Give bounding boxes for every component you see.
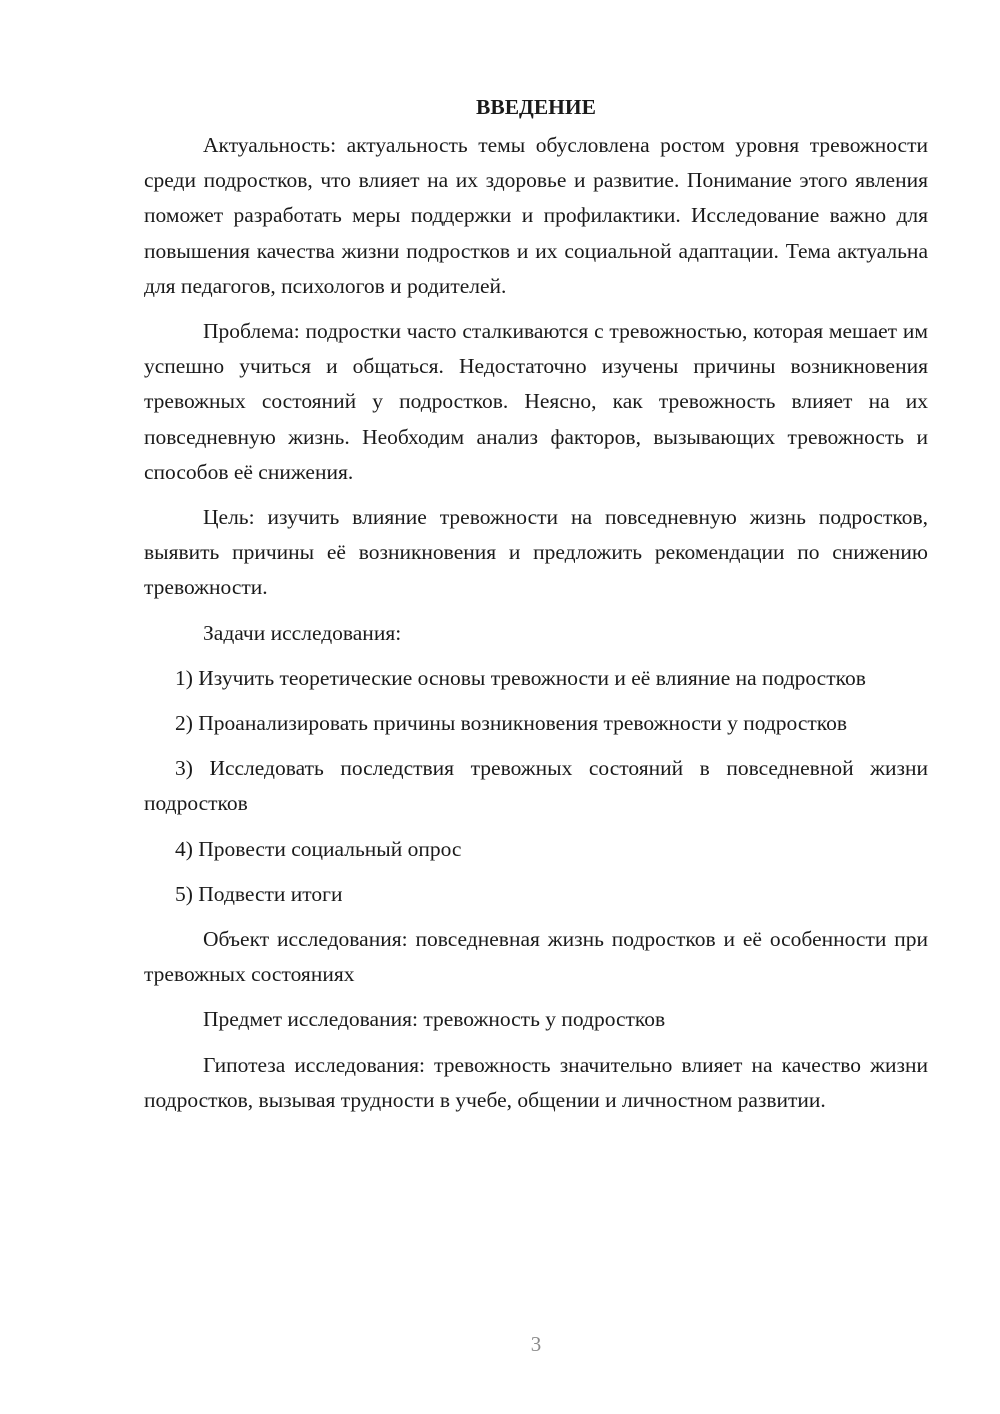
- task-item: 2) Проанализировать причины возникновения тревожности у подростков: [175, 711, 848, 736]
- subject-paragraph: Предмет исследования: тревожность у подростков: [203, 1007, 666, 1032]
- task-item: 4) Провести социальный опрос: [175, 836, 462, 861]
- page-number: 3: [530, 1332, 542, 1356]
- goal-paragraph: Цель: изучить влияние тревожности на повседневную жизнь подростков, выявить причины её возникновения и предложить рекомендации по снижению тревожности.: [144, 505, 928, 600]
- problem-paragraph: Проблема: подростки часто сталкиваются с тревожностью, которая мешает им успешно учиться и общаться. Недостаточно изучены причины возникновения тревожных состояний у подростков. Неясно, как тревожность влияет на их повседневную жизнь. Необходим анализ факторов, вызывающих тревожность и способов её снижения.: [144, 319, 928, 484]
- object-paragraph: Объект исследования: повседневная жизнь подростков и её особенности при тревожных состояниях: [144, 927, 928, 987]
- tasks-heading: Задачи исследования:: [203, 620, 402, 645]
- task-item: 1) Изучить теоретические основы тревожности и её влияние на подростков: [175, 665, 866, 690]
- hypothesis-paragraph: Гипотеза исследования: тревожность значительно влияет на качество жизни подростков, вызывая трудности в учебе, общении и личностном развитии.: [144, 1052, 928, 1112]
- section-title: ВВЕДЕНИЕ: [476, 95, 596, 119]
- relevance-paragraph: Актуальность: актуальность темы обусловлена ростом уровня тревожности среди подростков, что влияет на их здоровье и развитие. Понимание этого явления поможет разработать меры поддержки и профилактики. Исследование важно для повышения качества жизни подростков и их социальной адаптации. Тема актуальна для педагогов, психологов и родителей.: [144, 133, 928, 298]
- task-item: 5) Подвести итоги: [175, 881, 343, 906]
- document-page: [144, 90, 928, 1128]
- task-item: 3) Исследовать последствия тревожных состояний в повседневной жизни подростков: [144, 756, 928, 816]
